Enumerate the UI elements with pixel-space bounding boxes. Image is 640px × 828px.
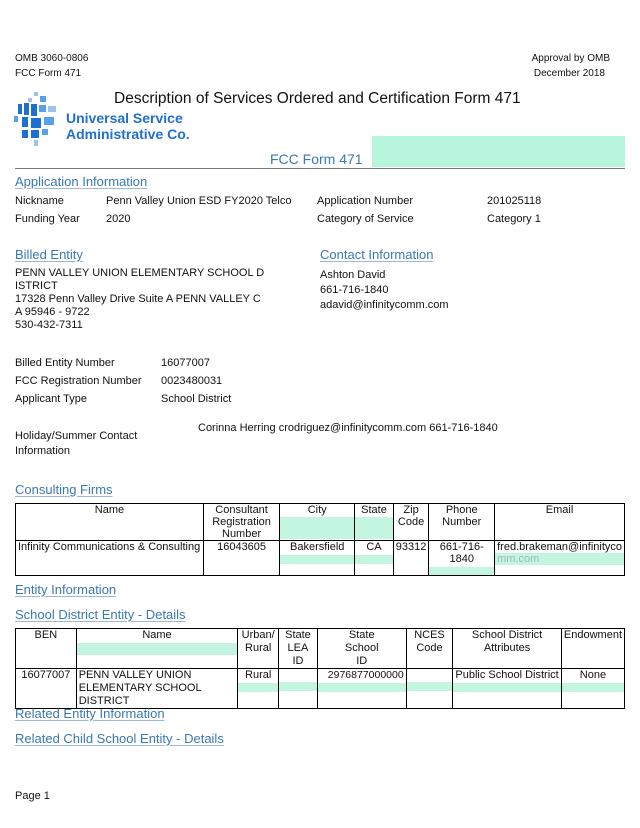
district-attributes: Public School District [453, 669, 562, 709]
consultant-email: fred.brakeman@infinityco mm.com [495, 541, 625, 576]
col-state: State [355, 504, 394, 541]
form-label: FCC Form 471 [270, 151, 363, 167]
col-nces: NCES Code [406, 629, 453, 669]
col-ben: BEN [16, 629, 77, 669]
fcc-reg-value: 0023480031 [161, 375, 223, 387]
col-zip: Zip Code [393, 504, 429, 541]
table-row [16, 541, 625, 576]
col-district-attributes: School District Attributes [453, 629, 562, 669]
billed-entity-address: PENN VALLEY UNION ELEMENTARY SCHOOL D ISTRICT 17328 Penn Valley Drive Suite A PENN VALLEY C A 95946 - 9722 530-432-7311 [15, 267, 265, 331]
col-endowment: Endowment [561, 629, 624, 669]
school-district-table [15, 628, 625, 709]
contact-details [320, 268, 449, 313]
district-endowment: None [561, 669, 624, 709]
approval-date: December 2018 [533, 68, 605, 79]
billed-entity-heading: Billed Entity [15, 247, 83, 262]
application-number-label: Application Number [317, 195, 413, 207]
col-name: Name [76, 629, 238, 669]
contact-phone: 661-716-1840 [320, 284, 389, 296]
col-city: City [280, 504, 355, 541]
col-name: Name [16, 504, 204, 541]
col-consultant-reg: Consultant Registration Number [203, 504, 279, 541]
funding-year-value: 2020 [106, 213, 131, 225]
approval-label: Approval by OMB [531, 53, 610, 64]
table-header-row [16, 504, 625, 541]
holiday-contact-label: Holiday/Summer Contact Information [15, 430, 138, 457]
ben-value: 16077007 [161, 357, 210, 369]
consultant-name: Infinity Communications & Consulting [16, 541, 204, 576]
consultant-city: Bakersfield [280, 541, 355, 576]
table-header-row [16, 629, 625, 669]
consultant-zip: 93312 [393, 541, 429, 576]
consultant-reg: 16043605 [203, 541, 279, 576]
district-name: PENN VALLEY UNION ELEMENTARY SCHOOL DISTRICT [76, 669, 238, 709]
col-phone: Phone Number [429, 504, 495, 541]
school-district-heading: School District Entity - Details [15, 607, 186, 622]
related-entity-heading: Related Entity Information [15, 706, 165, 721]
nickname-label: Nickname [15, 195, 64, 207]
district-ben: 16077007 [16, 669, 77, 709]
page-title: Description of Services Ordered and Certification Form 471 [114, 90, 521, 107]
district-nces [406, 669, 453, 709]
col-state-lea: State LEA ID [279, 629, 318, 669]
form-number: FCC Form 471 [15, 68, 82, 79]
applicant-type-value: School District [161, 393, 232, 405]
consulting-firms-heading: Consulting Firms [15, 482, 113, 497]
omb-number: OMB 3060-0806 [15, 53, 89, 64]
col-urban-rural: Urban/ Rural [238, 629, 279, 669]
contact-info-heading: Contact Information [320, 247, 434, 262]
category-label: Category of Service [317, 213, 414, 225]
contact-name: Ashton David [320, 269, 386, 281]
application-info-heading: Application Information [15, 174, 148, 189]
funding-year-label: Funding Year [15, 213, 80, 225]
application-number-value: 201025118 [487, 195, 542, 207]
ben-label: Billed Entity Number [15, 357, 115, 369]
table-row [16, 669, 625, 709]
page-number: Page 1 [15, 790, 50, 802]
form-label-highlight [372, 136, 625, 167]
nickname-value: Penn Valley Union ESD FY2020 Telco [106, 195, 292, 207]
holiday-contact-value: Corinna Herring crodriguez@infinitycomm.com 661-716-1840 [198, 422, 498, 434]
consultant-phone: 661-716-1840 [429, 541, 495, 576]
consultant-state: CA [355, 541, 394, 576]
usac-logo-text: Universal Service Administrative Co. [66, 110, 190, 142]
district-urban-rural: Rural [238, 669, 279, 709]
related-child-heading: Related Child School Entity - Details [15, 731, 224, 746]
header-divider [15, 168, 625, 169]
consulting-firms-table [15, 503, 625, 576]
col-email: Email [495, 504, 625, 541]
fcc-reg-label: FCC Registration Number [15, 375, 142, 387]
applicant-type-label: Applicant Type [15, 393, 87, 405]
entity-info-heading: Entity Information [15, 582, 117, 597]
category-value: Category 1 [487, 213, 541, 225]
district-state-lea [279, 669, 318, 709]
usac-logo-icon [14, 92, 64, 148]
district-state-school-id: 2976877000000 [317, 669, 406, 709]
contact-email: adavid@infinitycomm.com [320, 299, 449, 311]
col-state-school: State School ID [317, 629, 406, 669]
